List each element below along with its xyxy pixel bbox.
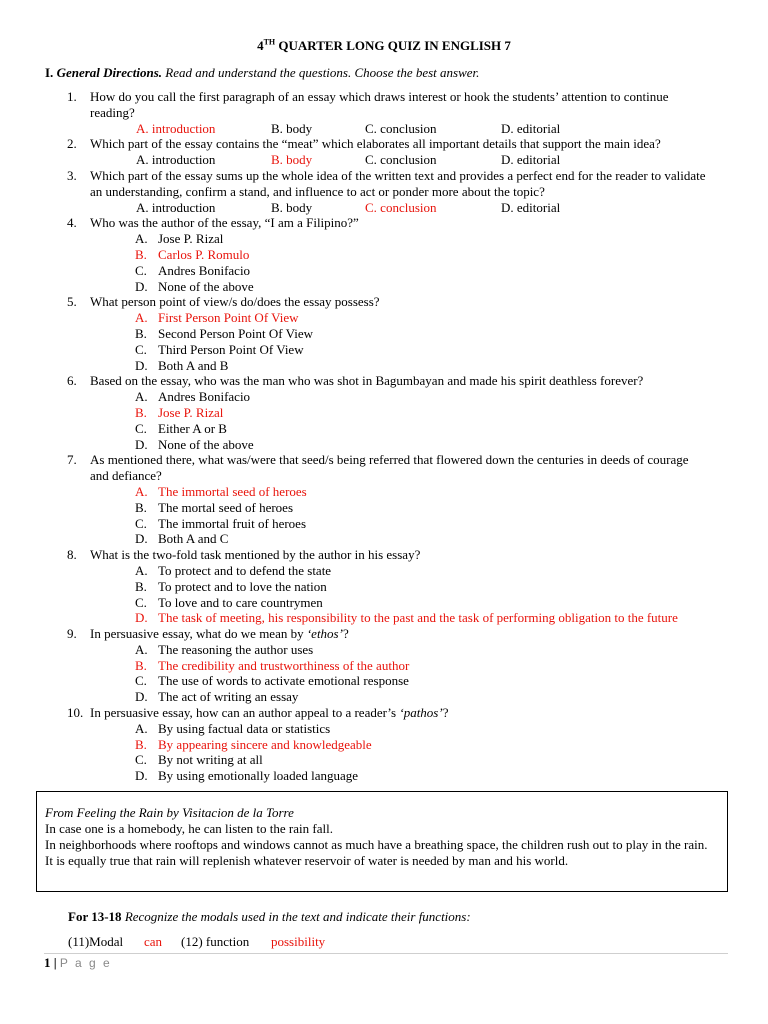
option-d: D. The act of writing an essay <box>135 689 299 705</box>
option-c: C. The use of words to activate emotional response <box>135 673 409 689</box>
page-footer: 1 | P a g e <box>44 955 112 970</box>
question-6: 6. Based on the essay, who was the man who was shot in Bagumbayan and made his spirit deathless forever? <box>67 373 644 389</box>
question-5: 5. What person point of view/s do/does the essay possess? <box>67 294 380 310</box>
question-1: 1. How do you call the first paragraph of an essay which draws interest or hook the students’ attention to continue reading? <box>67 89 669 120</box>
option-c: C. Either A or B <box>135 420 227 436</box>
option-a: A. The immortal seed of heroes <box>135 483 307 499</box>
passage-line: It is equally true that rain will replenish whatever reservoir of water is needed by man and his world. <box>45 853 569 868</box>
option-a: A. To protect and to defend the state <box>135 562 332 578</box>
question-2: 2. Which part of the essay contains the “meat” which elaborates all important details that support the main idea? <box>67 136 661 152</box>
question-3: 3. Which part of the essay sums up the whole idea of the written text and provides a perfect end for the reader to validate an understanding, confirm a stand, and influence to act or ponder more about the topic? <box>67 167 706 199</box>
option-d: D. None of the above <box>135 436 254 452</box>
option-a: A. introduction <box>136 120 216 136</box>
option-b: B. body <box>271 152 313 168</box>
question-list <box>0 89 768 784</box>
option-c: C. conclusion <box>365 199 437 215</box>
option-d: D. The task of meeting, his responsibility to the past and the task of performing obligation to the future <box>135 610 678 626</box>
option-a: A. The reasoning the author uses <box>135 641 314 657</box>
option-a: A. introduction <box>136 199 216 215</box>
option-b: B. Carlos P. Romulo <box>135 246 250 262</box>
option-c: C. conclusion <box>365 152 437 168</box>
option-b: B. The credibility and trustworthiness of the author <box>135 657 410 673</box>
option-b: B. The mortal seed of heroes <box>135 499 294 515</box>
footer-divider <box>44 953 728 954</box>
option-b: B. To protect and to love the nation <box>135 578 327 594</box>
option-d: D. editorial <box>501 120 561 136</box>
option-b: B. body <box>271 199 313 215</box>
option-a: A. Jose P. Rizal <box>135 231 224 247</box>
function-label: (12) function <box>181 934 250 949</box>
option-d: D. Both A and C <box>135 531 229 547</box>
modal-label: (11)Modal <box>68 934 124 949</box>
option-c: C. By not writing at all <box>135 752 263 768</box>
modal-section-heading: For 13-18 Recognize the modals used in the text and indicate their functions: <box>68 909 471 924</box>
passage-line: In case one is a homebody, he can listen to the rain fall. <box>45 821 333 836</box>
option-c: C. The immortal fruit of heroes <box>135 515 307 531</box>
option-d: D. editorial <box>501 199 561 215</box>
option-c: C. conclusion <box>365 120 437 136</box>
option-d: D. By using emotionally loaded language <box>135 768 359 784</box>
option-b: B. Second Person Point Of View <box>135 325 313 341</box>
option-c: C. Andres Bonifacio <box>135 262 251 278</box>
passage-source: From Feeling the Rain by Visitacion de la Torre <box>45 805 294 820</box>
options-row-3 <box>0 200 768 216</box>
modal-answer: can <box>144 934 163 949</box>
option-d: D. editorial <box>501 152 561 168</box>
option-c: C. Third Person Point Of View <box>135 341 304 357</box>
option-a: A. First Person Point Of View <box>135 310 299 326</box>
question-4: 4. Who was the author of the essay, “I am a Filipino?” <box>67 215 359 231</box>
option-a: A. By using factual data or statistics <box>135 720 331 736</box>
options-row-2 <box>0 152 768 168</box>
option-b: B. By appearing sincere and knowledgeable <box>135 736 372 752</box>
options-row-1 <box>0 121 768 137</box>
question-9: 9. In persuasive essay, what do we mean by ‘ethos’? <box>67 626 349 642</box>
option-d: D. None of the above <box>135 278 254 294</box>
modal-answer-row <box>68 934 368 950</box>
function-answer: possibility <box>271 934 326 949</box>
option-d: D. Both A and B <box>135 357 229 373</box>
general-directions: I. General Directions. Read and understand the questions. Choose the best answer. <box>45 65 480 80</box>
passage-box <box>36 791 728 892</box>
option-c: C. To love and to care countrymen <box>135 594 323 610</box>
option-a: A. Andres Bonifacio <box>135 389 251 405</box>
page-title: 4TH QUARTER LONG QUIZ IN ENGLISH 7 <box>257 37 511 53</box>
passage-line: In neighborhoods where rooftops and windows cannot as much have a breathing space, the children rush out to play in the rain. <box>45 837 708 852</box>
question-10: 10. In persuasive essay, how can an author appeal to a reader’s ‘pathos’? <box>67 705 449 721</box>
option-a: A. introduction <box>136 152 216 168</box>
question-7: 7. As mentioned there, what was/were that seed/s being referred that flowered down the centuries in deeds of courage and defiance? <box>67 452 689 484</box>
question-8: 8. What is the two-fold task mentioned by the author in his essay? <box>67 547 421 563</box>
option-b: B. Jose P. Rizal <box>135 404 224 420</box>
option-b: B. body <box>271 120 313 136</box>
